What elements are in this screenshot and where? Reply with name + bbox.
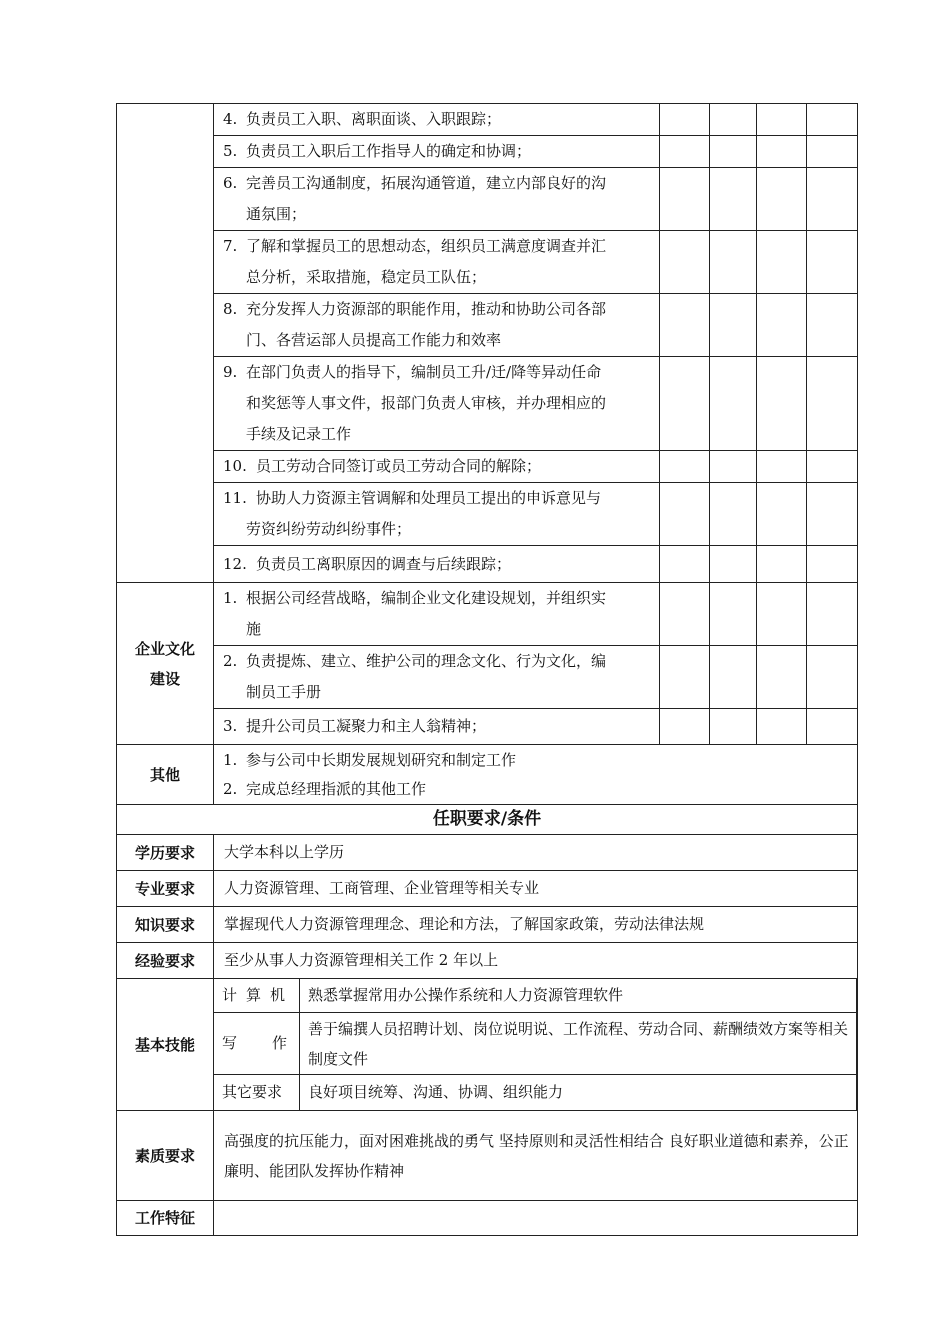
rating-cell — [710, 357, 757, 451]
culture-row — [117, 583, 858, 646]
rating-cell — [757, 583, 807, 646]
rating-cell — [807, 294, 858, 357]
duty-row — [117, 294, 858, 357]
other-item-1: 1. 参与公司中长期发展规划研究和制定工作 — [223, 750, 517, 769]
duty-row — [117, 451, 858, 483]
rating-cell — [660, 104, 710, 136]
writing-skill-row — [214, 1013, 857, 1075]
culture-row — [117, 646, 858, 709]
rating-cell — [710, 104, 757, 136]
requirements-header-row — [117, 805, 858, 835]
duty-row — [117, 136, 858, 168]
writing-skill-value: 善于编撰人员招聘计划、岗位说明说、工作流程、劳动合同、薪酬绩效方案等相关制度文件 — [300, 1013, 857, 1075]
quality-line: 坚持原则和灵活性相结合 — [498, 1131, 664, 1150]
skills-row — [117, 979, 858, 1111]
skills-label: 基本技能 — [117, 979, 214, 1111]
rating-cell — [660, 646, 710, 709]
work-features-row — [117, 1201, 858, 1236]
other-items — [214, 745, 858, 805]
rating-cell — [710, 546, 757, 583]
other-item-2: 2. 完成总经理指派的其他工作 — [223, 779, 427, 798]
quality-label: 素质要求 — [117, 1111, 214, 1201]
rating-cell — [807, 136, 858, 168]
writing-skill-label: 写 作 — [214, 1013, 300, 1075]
culture-row — [117, 709, 858, 745]
rating-cell — [757, 483, 807, 546]
quality-line: 高强度的抗压能力，面对困难挑战的勇气 — [224, 1131, 495, 1150]
skills-subtable — [213, 978, 857, 1111]
job-description-page — [116, 103, 858, 1236]
rating-cell — [757, 709, 807, 745]
major-label: 专业要求 — [117, 871, 214, 907]
rating-cell — [757, 451, 807, 483]
rating-cell — [710, 168, 757, 231]
rating-cell — [757, 294, 807, 357]
rating-cell — [807, 168, 858, 231]
duty-row — [117, 231, 858, 294]
duty-item-4: 4. 负责员工入职、离职面谈、入职跟踪； — [214, 104, 660, 136]
duties-category-cell — [117, 104, 214, 583]
rating-cell — [757, 168, 807, 231]
duty-item-10: 10. 员工劳动合同签订或员工劳动合同的解除； — [214, 451, 660, 483]
duty-item-8: 8. 充分发挥人力资源部的职能作用，推动和协助公司各部 门、各营运部人员提高工作能力和效率 — [214, 294, 660, 357]
knowledge-label: 知识要求 — [117, 907, 214, 943]
rating-cell — [660, 294, 710, 357]
duty-item-5: 5. 负责员工入职后工作指导人的确定和协调； — [214, 136, 660, 168]
rating-cell — [710, 231, 757, 294]
other-skill-value: 良好项目统筹、沟通、协调、组织能力 — [300, 1075, 857, 1111]
culture-item-3: 3. 提升公司员工凝聚力和主人翁精神； — [214, 709, 660, 745]
experience-label: 经验要求 — [117, 943, 214, 979]
rating-cell — [710, 483, 757, 546]
rating-cell — [757, 546, 807, 583]
rating-cell — [807, 483, 858, 546]
rating-cell — [660, 136, 710, 168]
duty-row — [117, 357, 858, 451]
culture-category-label: 企业文化 建设 — [117, 583, 214, 745]
work-features-label: 工作特征 — [117, 1201, 214, 1236]
duties-table — [116, 103, 858, 1236]
rating-cell — [660, 357, 710, 451]
duty-item-11: 11. 协助人力资源主管调解和处理员工提出的申诉意见与 劳资纠纷劳动纠纷事件； — [214, 483, 660, 546]
rating-cell — [660, 546, 710, 583]
rating-cell — [807, 583, 858, 646]
rating-cell — [710, 294, 757, 357]
quality-value — [214, 1111, 858, 1201]
duty-row — [117, 168, 858, 231]
quality-row — [117, 1111, 858, 1201]
experience-row — [117, 943, 858, 979]
computer-skill-value: 熟悉掌握常用办公操作系统和人力资源管理软件 — [300, 979, 857, 1013]
other-skill-row — [214, 1075, 857, 1111]
rating-cell — [807, 709, 858, 745]
rating-cell — [660, 451, 710, 483]
rating-cell — [660, 168, 710, 231]
major-row — [117, 871, 858, 907]
education-row — [117, 835, 858, 871]
duty-row — [117, 104, 858, 136]
rating-cell — [660, 583, 710, 646]
rating-cell — [757, 136, 807, 168]
other-skill-label: 其它要求 — [214, 1075, 300, 1111]
computer-skill-label: 计算机 — [214, 979, 300, 1013]
rating-cell — [710, 583, 757, 646]
rating-cell — [660, 231, 710, 294]
rating-cell — [710, 709, 757, 745]
rating-cell — [710, 646, 757, 709]
major-value: 人力资源管理、工商管理、企业管理等相关专业 — [214, 871, 858, 907]
duty-item-7: 7. 了解和掌握员工的思想动态，组织员工满意度调查并汇 总分析，采取措施，稳定员工队伍； — [214, 231, 660, 294]
rating-cell — [807, 231, 858, 294]
work-features-value — [214, 1201, 858, 1236]
rating-cell — [710, 136, 757, 168]
rating-cell — [807, 357, 858, 451]
rating-cell — [757, 357, 807, 451]
skills-subtable-cell — [214, 979, 858, 1111]
duty-item-12: 12. 负责员工离职原因的调查与后续跟踪； — [214, 546, 660, 583]
knowledge-value: 掌握现代人力资源管理理念、理论和方法，了解国家政策，劳动法律法规 — [214, 907, 858, 943]
duty-row — [117, 483, 858, 546]
quality-line: 良好职业道德和素养，公正廉明、能团队发挥协作精神 — [224, 1131, 849, 1180]
duty-item-9: 9. 在部门负责人的指导下，编制员工升/迁/降等异动任命 和奖惩等人事文件，报部门负责人审核，并办理相应的 手续及记录工作 — [214, 357, 660, 451]
rating-cell — [807, 646, 858, 709]
requirements-header: 任职要求/条件 — [117, 805, 858, 835]
duty-row — [117, 546, 858, 583]
other-row — [117, 745, 858, 805]
education-label: 学历要求 — [117, 835, 214, 871]
experience-value: 至少从事人力资源管理相关工作 2 年以上 — [214, 943, 858, 979]
rating-cell — [757, 231, 807, 294]
education-value: 大学本科以上学历 — [214, 835, 858, 871]
duty-item-6: 6. 完善员工沟通制度，拓展沟通管道，建立内部良好的沟 通氛围； — [214, 168, 660, 231]
rating-cell — [660, 483, 710, 546]
computer-skill-row — [214, 979, 857, 1013]
rating-cell — [807, 546, 858, 583]
rating-cell — [710, 451, 757, 483]
rating-cell — [807, 104, 858, 136]
culture-item-1: 1. 根据公司经营战略，编制企业文化建设规划，并组织实 施 — [214, 583, 660, 646]
other-category-label: 其他 — [117, 745, 214, 805]
culture-item-2: 2. 负责提炼、建立、维护公司的理念文化、行为文化，编 制员工手册 — [214, 646, 660, 709]
rating-cell — [660, 709, 710, 745]
knowledge-row — [117, 907, 858, 943]
rating-cell — [807, 451, 858, 483]
rating-cell — [757, 646, 807, 709]
rating-cell — [757, 104, 807, 136]
